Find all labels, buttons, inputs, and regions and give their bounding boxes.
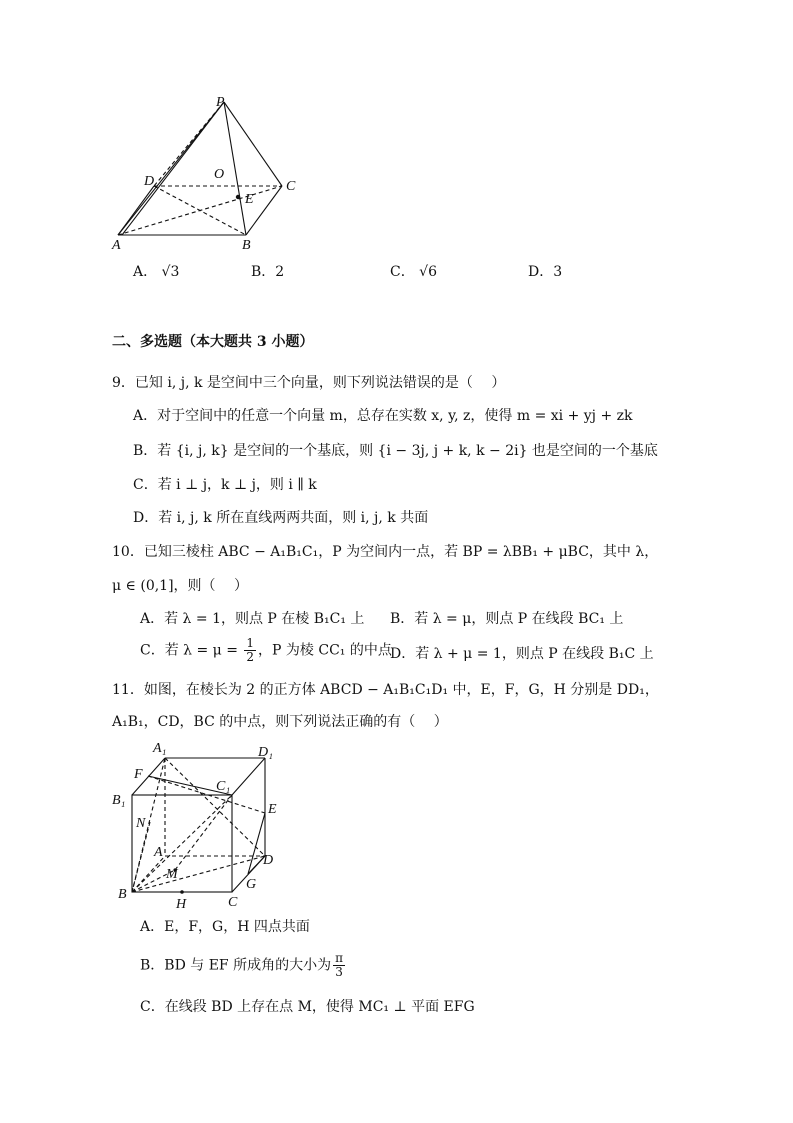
- label-n: N: [136, 816, 146, 831]
- q11-fraction: [333, 952, 345, 979]
- label-d1: D₁: [258, 745, 273, 760]
- q9-option-b: B．若 {i, j, k} 是空间的一个基底，则 {i − 3j, j + k, k − 2i} 也是空间的一个基底: [133, 443, 658, 459]
- label-o: O: [214, 167, 225, 182]
- label-c: C: [228, 895, 238, 910]
- label-c: C: [286, 179, 296, 194]
- label-b: B: [118, 887, 127, 902]
- q11-fraction-den: 3: [335, 965, 343, 979]
- q10-option-d: D．若 λ + μ = 1，则点 P 在线段 B₁C 上: [390, 646, 654, 662]
- q9-option-a: A．对于空间中的任意一个向量 m，总存在实数 x, y, z，使得 m = xi + yj + zk: [133, 408, 633, 424]
- label-e: E: [245, 192, 254, 207]
- q8-option-c: C． √6: [390, 264, 437, 280]
- q10-stem-line1: 10．已知三棱柱 ABC − A₁B₁C₁，P 为空间内一点，若 BP = λBB₁ + μBC，其中 λ，: [112, 544, 659, 560]
- label-g: G: [246, 877, 257, 892]
- q10-option-c-prefix: C．若 λ = μ =: [140, 642, 243, 659]
- q10-option-c: [140, 637, 392, 664]
- q9-option-c: C．若 i ⊥ j，k ⊥ j，则 i ∥ k: [133, 477, 317, 493]
- q10-option-c-suffix: ，P 为棱 CC₁ 的中点: [258, 642, 392, 659]
- label-c1: C₁: [216, 779, 231, 794]
- q10-stem-line2: μ ∈ (0,1]，则（ ）: [112, 578, 249, 594]
- label-d: D: [144, 174, 155, 189]
- q11-stem-line1: 11．如图，在棱长为 2 的正方体 ABCD − A₁B₁C₁D₁ 中，E，F，G，H 分别是 DD₁，: [112, 682, 659, 698]
- q11-option-c: C．在线段 BD 上存在点 M，使得 MC₁ ⊥ 平面 EFG: [140, 999, 475, 1015]
- q11-option-a: A．E，F，G，H 四点共面: [140, 919, 310, 935]
- label-p: P: [216, 95, 225, 110]
- label-a1: A₁: [153, 741, 167, 756]
- label-a: A: [154, 845, 163, 860]
- q10-option-b: B．若 λ = μ，则点 P 在线段 BC₁ 上: [390, 611, 624, 627]
- label-d: D: [263, 853, 274, 868]
- label-m: M: [166, 867, 178, 882]
- q10-option-a: A．若 λ = 1，则点 P 在棱 B₁C₁ 上: [140, 611, 365, 627]
- point-e-dot: [236, 195, 240, 199]
- q10-fraction-den: 2: [246, 650, 255, 664]
- point-h-dot: [180, 890, 184, 894]
- pyramid-figure: [108, 90, 328, 255]
- q8-option-a: A． √3: [133, 264, 180, 280]
- label-f: F: [134, 767, 143, 782]
- q9-option-d: D．若 i, j, k 所在直线两两共面，则 i, j, k 共面: [133, 510, 429, 526]
- label-b: B: [242, 238, 251, 253]
- q11-option-b: [140, 952, 347, 979]
- cube-figure: [110, 738, 290, 910]
- label-a: A: [112, 238, 121, 253]
- label-h: H: [176, 897, 187, 910]
- q11-option-b-prefix: B．BD 与 EF 所成角的大小为: [140, 957, 332, 974]
- q11-stem-line2: A₁B₁，CD，BC 的中点，则下列说法正确的有（ ）: [112, 714, 448, 730]
- q8-option-d: D．3: [528, 264, 563, 280]
- section-heading: 二、多选题（本大题共 3 小题）: [112, 334, 314, 350]
- q11-fraction-num: π: [335, 951, 343, 965]
- q10-fraction-num: 1: [246, 636, 255, 650]
- q10-fraction: [244, 637, 256, 664]
- q9-stem: 9．已知 i, j, k 是空间中三个向量，则下列说法错误的是（ ）: [112, 375, 506, 391]
- label-e: E: [268, 802, 277, 817]
- q8-option-b: B．2: [251, 264, 285, 280]
- label-b1: B₁: [112, 793, 126, 808]
